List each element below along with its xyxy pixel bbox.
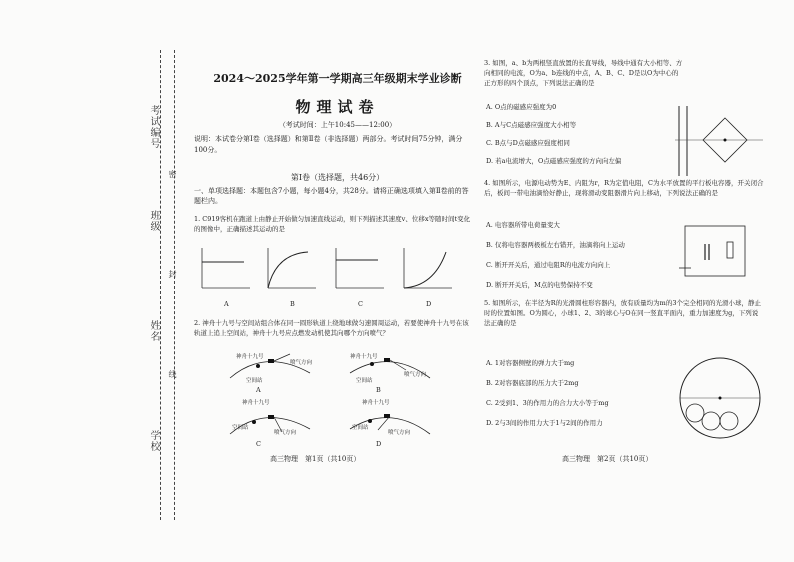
q2-diagrams <box>190 348 475 458</box>
q3-option-d: D. 若a电流增大，O点磁感应强度的方向向左偏 <box>486 157 622 165</box>
q5-container-diagram <box>675 353 765 443</box>
q3-option-b: B. A与C点磁感应强度大小相等 <box>486 121 577 129</box>
q4-option-d: D. 断开开关后，M点的电势保持不变 <box>486 281 593 289</box>
part-title: 第Ⅰ卷（选择题，共46分） <box>290 173 385 182</box>
question-5-text: 5. 如图所示，在半径为R的光滑圆柱形容器内，放有质量均为m的3个完全相同的光滑小球，静止时的位置如图。O为圆心，小球1、2、3的球心与O在同一竖直平面内，重力加速度为g，下列说法正确的是 <box>484 299 761 327</box>
binding-strip <box>28 20 178 540</box>
q2-d-jet-label: 喷气方向 <box>388 430 411 436</box>
q2-b-jet-label: 喷气方向 <box>404 372 427 378</box>
seal-line <box>174 50 175 520</box>
q2-d-ship-label: 神舟十九号 <box>362 400 390 406</box>
q2-option-b: B <box>376 386 381 394</box>
q3-diagram <box>675 106 765 176</box>
q1-graph-b <box>268 248 316 288</box>
q2-option-a: A <box>256 386 261 394</box>
q1-option-d: D <box>426 300 432 308</box>
q2-a-station-label: 空间站 <box>246 378 263 384</box>
question-1-text: 1. C919客机在跑道上由静止开始做匀加速直线运动，则下列描述其速度v、位移x等随时间t变化的图像中，正确描述其运动的是 <box>194 215 471 233</box>
q2-a-ship-label: 神舟十九号 <box>236 354 264 360</box>
seal-text-1: 密 <box>168 170 177 179</box>
seal-text-3: 线 <box>168 370 177 379</box>
q1-graph-c <box>336 248 384 288</box>
section-heading: 一、单项选择题：本题包含7小题，每小题4分，共28分。请将正确选项填入第Ⅱ卷前的答题栏内。 <box>194 187 469 205</box>
q4-option-b: B. 仅将电容器两极板左右错开，油滴将向上运动 <box>486 241 625 249</box>
exam-header-title: 2024～2025学年第一学期高三年级期末学业诊断 <box>213 72 462 85</box>
q5-option-a: A. 1对容器侧壁的弹力大于mg <box>486 359 575 367</box>
exam-time: （考试时间：上午10:45——12:00） <box>278 121 397 129</box>
q1-graph-a <box>202 248 250 288</box>
q2-c-jet-label: 喷气方向 <box>274 430 297 436</box>
q4-option-c: C. 断开开关后，通过电阻R的电流方向向上 <box>486 261 611 269</box>
question-4-text: 4. 如图所示，电源电动势为E、内阻为r，R为定值电阻，C为水平放置的平行板电容器，开关闭合后，板间一带电油滴恰好静止，现将滑动变阻器滑片向上移动，下列说法正确的是 <box>484 179 764 197</box>
q1-graphs <box>190 240 475 300</box>
q2-b-station-label: 空间站 <box>356 378 373 384</box>
q1-option-b: B <box>290 300 295 308</box>
q2-c-ship-label: 神舟十九号 <box>242 400 270 406</box>
name-label: 姓名 <box>148 320 159 342</box>
q2-option-d: D <box>376 440 382 448</box>
q2-option-c: C <box>256 440 261 448</box>
left-page-footer: 高三物理 第1页（共10页） <box>270 455 361 463</box>
exam-number-label: 考试编号 <box>148 105 159 149</box>
q2-c-station-label: 空间站 <box>232 425 249 431</box>
q1-option-a: A <box>224 300 229 308</box>
school-label: 学校 <box>148 430 159 452</box>
q1-option-c: C <box>358 300 363 308</box>
class-label: 班级 <box>148 210 159 232</box>
question-2-text: 2. 神舟十九号与空间站组合体在同一圆形轨道上绕地球做匀速圆周运动，若要使神舟十九号在该轨道上追上空间站，神舟十九号应点燃发动机使其向哪个方向喷气？ <box>194 319 469 337</box>
q2-a-jet-label: 喷气方向 <box>290 360 313 366</box>
q5-option-d: D. 2与3间的作用力大于1与2间的作用力 <box>486 419 603 427</box>
question-3-text: 3. 如图，a、b为两根竖直放置的长直导线，导线中通有大小相等、方向相同的电流，O为a、b连线的中点，A、B、C、D是以O为中心的正方形的四个顶点，下列说法正确的是 <box>484 59 683 87</box>
q3-option-c: C. B点与D点磁感应强度相同 <box>486 139 570 147</box>
q4-circuit-diagram <box>675 218 755 288</box>
q3-option-a: A. O点的磁感应强度为0 <box>486 103 557 111</box>
seal-text-2: 封 <box>168 270 177 279</box>
q5-option-c: C. 2受到1、3的作用力的合力大小等于mg <box>486 399 609 407</box>
instructions: 说明：本试卷分第Ⅰ卷（选择题）和第Ⅱ卷（非选择题）两部分。考试时间75分钟，满分100分。 <box>194 135 463 154</box>
right-page <box>480 18 770 543</box>
q5-option-b: B. 2对容器底部的压力大于2mg <box>486 379 579 387</box>
q2-b-ship-label: 神舟十九号 <box>350 354 378 360</box>
left-page <box>190 18 475 543</box>
right-page-footer: 高三物理 第2页（共10页） <box>562 455 653 463</box>
q1-graph-d <box>404 248 452 288</box>
binding-line <box>160 50 161 520</box>
q2-d-station-label: 空间站 <box>352 425 369 431</box>
q4-option-a: A. 电容器所带电荷量变大 <box>486 221 560 229</box>
subject-title: 物理试卷 <box>295 98 380 116</box>
